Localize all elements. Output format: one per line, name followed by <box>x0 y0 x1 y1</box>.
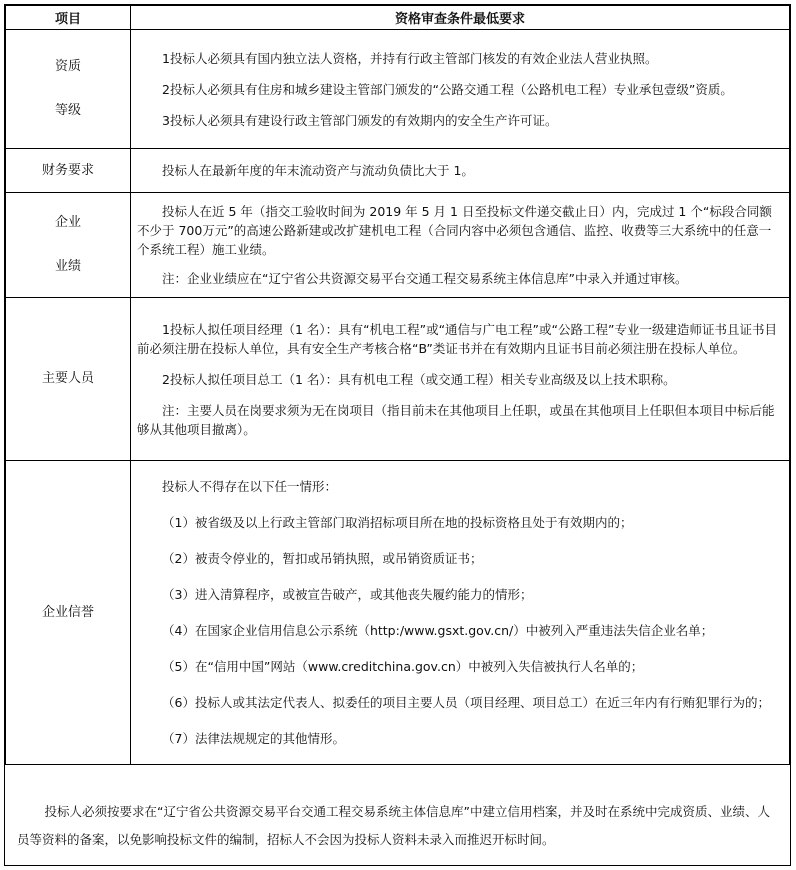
credit-item-4: （4）在国家企业信用信息公示系统（http:/www.gsxt.gov.cn/）中被列入严重违法失信企业名单； <box>162 623 714 638</box>
personnel-item-2: 2投标人拟任项目总工（1 名）：具有机电工程（或交通工程）相关专业高级及以上技术职称。 <box>162 371 676 387</box>
requirements-table <box>5 5 790 765</box>
label-performance-line1: 企业 <box>54 215 81 230</box>
performance-text: 投标人在近 5 年（指交工验收时间为 2019 年 5 月 1 日至投标文件递交截止日）内，完成过 1 个“标段合同额不少于 700万元”的高速公路新建或改扩建机电工程（合同内容中必须包含通信、监控、收费等三大系统中的任意一个系统工程）施工业绩。 <box>137 204 772 257</box>
label-qualification-line2: 等级 <box>54 103 81 118</box>
label-performance <box>6 193 131 298</box>
credit-intro: 投标人不得存在以下任一情形： <box>162 479 338 494</box>
label-qualification <box>6 30 131 149</box>
row-credit <box>6 461 790 765</box>
row-qualification <box>6 30 790 149</box>
label-finance: 财务要求 <box>6 149 131 193</box>
qualification-item-2: 2投标人必须具有住房和城乡建设主管部门颁发的“公路交通工程（公路机电工程）专业承包壹级”资质。 <box>162 81 733 97</box>
credit-item-3: （3）进入清算程序，或被宣告破产，或其他丧失履约能力的情形； <box>162 587 533 602</box>
qualification-item-3: 3投标人必须具有建设行政主管部门颁发的有效期内的安全生产许可证。 <box>162 112 558 128</box>
footer-notice <box>4 762 791 866</box>
personnel-content <box>131 298 790 461</box>
row-personnel <box>6 298 790 461</box>
requirements-document <box>4 4 791 866</box>
header-item: 项目 <box>6 6 131 30</box>
credit-item-7: （7）法律法规规定的其他情形。 <box>162 731 345 746</box>
performance-content <box>131 193 790 298</box>
credit-content <box>131 461 790 765</box>
credit-item-2: （2）被责令停业的，暂扣或吊销执照，或吊销资质证书； <box>162 551 483 566</box>
credit-item-6: （6）投标人或其法定代表人、拟委任的项目主要人员（项目经理、项目总工）在近三年内有行贿犯罪行为的； <box>162 695 770 710</box>
label-performance-line2: 业绩 <box>54 259 81 274</box>
table-header-row <box>6 6 790 30</box>
label-qualification-line1: 资质 <box>54 59 81 74</box>
label-personnel: 主要人员 <box>6 298 131 461</box>
performance-note: 注：企业业绩应在“辽宁省公共资源交易平台交通工程交易系统主体信息库”中录入并通过审核。 <box>162 271 688 286</box>
qualification-item-1: 1投标人必须具有国内独立法人资格，并持有行政主管部门核发的有效企业法人营业执照。 <box>162 50 658 66</box>
finance-content <box>131 149 790 193</box>
row-performance <box>6 193 790 298</box>
finance-text: 投标人在最新年度的年末流动资产与流动负债比大于 1。 <box>162 163 474 178</box>
credit-item-1: （1）被省级及以上行政主管部门取消招标项目所在地的投标资格且处于有效期内的； <box>162 515 633 530</box>
personnel-item-1: 1投标人拟任项目经理（1 名）：具有“机电工程”或“通信与广电工程”或“公路工程”专业一级建造师证书且证书目前必须注册在投标人单位，具有安全生产考核合格“B”类证书并在有效期内且证书目前必须注册在投标人单位。 <box>137 321 777 356</box>
header-requirement: 资格审查条件最低要求 <box>131 6 790 30</box>
qualification-content <box>131 30 790 149</box>
footer-text: 投标人必须按要求在“辽宁省公共资源交易平台交通工程交易系统主体信息库”中建立信用档案，并及时在系统中完成资质、业绩、人员等资料的备案，以免影响投标文件的编制，招标人不会因为投标人资料未录入而推迟开标时间。 <box>17 804 770 847</box>
label-credit: 企业信誉 <box>6 461 131 765</box>
credit-item-5: （5）在“信用中国”网站（www.creditchina.gov.cn）中被列入失信被执行人名单的； <box>162 659 644 674</box>
personnel-note: 注：主要人员在岗要求须为无在岗项目（指目前未在其他项目上任职，或虽在其他项目上任职但本项目中标后能够从其他项目撤离）。 <box>137 402 775 437</box>
row-finance <box>6 149 790 193</box>
